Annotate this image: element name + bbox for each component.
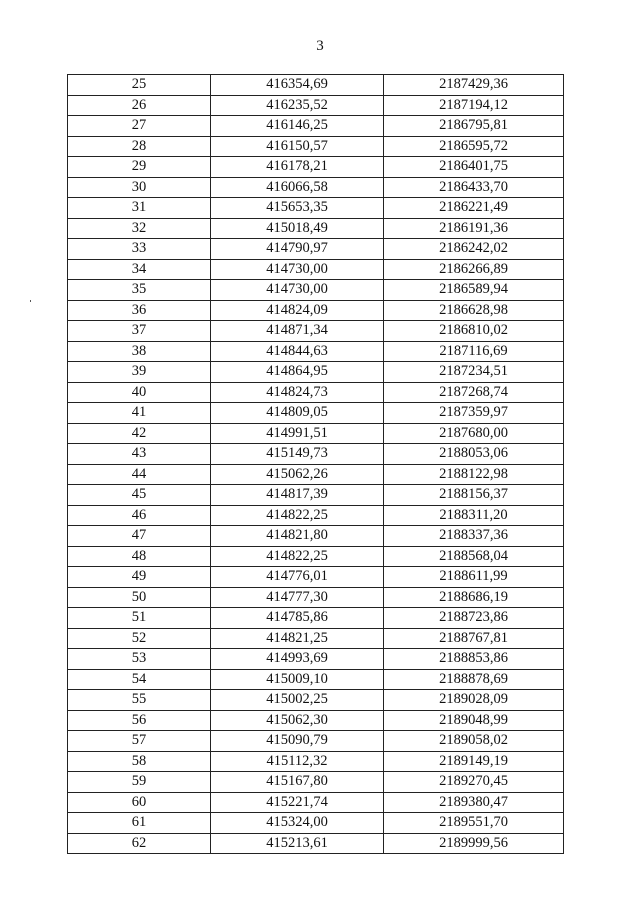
table-row <box>68 280 564 301</box>
y-coordinate-cell: 2186433,70 <box>384 177 564 198</box>
y-coordinate-cell: 2188853,86 <box>384 649 564 670</box>
point-number-cell: 30 <box>68 177 211 198</box>
table-row <box>68 341 564 362</box>
x-coordinate-cell: 414730,00 <box>211 259 384 280</box>
x-coordinate-cell: 414821,25 <box>211 628 384 649</box>
point-number-cell: 37 <box>68 321 211 342</box>
y-coordinate-cell: 2188611,99 <box>384 567 564 588</box>
y-coordinate-cell: 2188122,98 <box>384 464 564 485</box>
x-coordinate-cell: 415324,00 <box>211 813 384 834</box>
x-coordinate-cell: 414777,30 <box>211 587 384 608</box>
y-coordinate-cell: 2187194,12 <box>384 95 564 116</box>
y-coordinate-cell: 2186589,94 <box>384 280 564 301</box>
x-coordinate-cell: 416150,57 <box>211 136 384 157</box>
point-number-cell: 60 <box>68 792 211 813</box>
y-coordinate-cell: 2189270,45 <box>384 772 564 793</box>
y-coordinate-cell: 2186795,81 <box>384 116 564 137</box>
x-coordinate-cell: 415062,26 <box>211 464 384 485</box>
point-number-cell: 39 <box>68 362 211 383</box>
x-coordinate-cell: 415009,10 <box>211 669 384 690</box>
table-row <box>68 177 564 198</box>
x-coordinate-cell: 414824,09 <box>211 300 384 321</box>
y-coordinate-cell: 2186595,72 <box>384 136 564 157</box>
x-coordinate-cell: 414871,34 <box>211 321 384 342</box>
table-row <box>68 792 564 813</box>
table-row <box>68 382 564 403</box>
point-number-cell: 58 <box>68 751 211 772</box>
point-number-cell: 48 <box>68 546 211 567</box>
point-number-cell: 41 <box>68 403 211 424</box>
x-coordinate-cell: 414809,05 <box>211 403 384 424</box>
point-number-cell: 45 <box>68 485 211 506</box>
table-row <box>68 423 564 444</box>
table-row <box>68 710 564 731</box>
y-coordinate-cell: 2188878,69 <box>384 669 564 690</box>
y-coordinate-cell: 2187359,97 <box>384 403 564 424</box>
table-row <box>68 485 564 506</box>
point-number-cell: 49 <box>68 567 211 588</box>
table-row <box>68 116 564 137</box>
y-coordinate-cell: 2186810,02 <box>384 321 564 342</box>
point-number-cell: 25 <box>68 75 211 96</box>
point-number-cell: 50 <box>68 587 211 608</box>
table-row <box>68 505 564 526</box>
point-number-cell: 54 <box>68 669 211 690</box>
point-number-cell: 62 <box>68 833 211 854</box>
y-coordinate-cell: 2187429,36 <box>384 75 564 96</box>
point-number-cell: 43 <box>68 444 211 465</box>
point-number-cell: 38 <box>68 341 211 362</box>
x-coordinate-cell: 416146,25 <box>211 116 384 137</box>
table-row <box>68 731 564 752</box>
table-row <box>68 300 564 321</box>
point-number-cell: 27 <box>68 116 211 137</box>
point-number-cell: 31 <box>68 198 211 219</box>
x-coordinate-cell: 416178,21 <box>211 157 384 178</box>
table-row <box>68 567 564 588</box>
x-coordinate-cell: 415062,30 <box>211 710 384 731</box>
y-coordinate-cell: 2186191,36 <box>384 218 564 239</box>
y-coordinate-cell: 2186401,75 <box>384 157 564 178</box>
point-number-cell: 44 <box>68 464 211 485</box>
margin-mark <box>30 300 31 302</box>
point-number-cell: 32 <box>68 218 211 239</box>
x-coordinate-cell: 414785,86 <box>211 608 384 629</box>
y-coordinate-cell: 2189048,99 <box>384 710 564 731</box>
x-coordinate-cell: 415167,80 <box>211 772 384 793</box>
y-coordinate-cell: 2187234,51 <box>384 362 564 383</box>
y-coordinate-cell: 2187680,00 <box>384 423 564 444</box>
point-number-cell: 46 <box>68 505 211 526</box>
table-row <box>68 772 564 793</box>
x-coordinate-cell: 414817,39 <box>211 485 384 506</box>
point-number-cell: 42 <box>68 423 211 444</box>
table-row <box>68 259 564 280</box>
x-coordinate-cell: 414730,00 <box>211 280 384 301</box>
table-row <box>68 669 564 690</box>
x-coordinate-cell: 415221,74 <box>211 792 384 813</box>
point-number-cell: 56 <box>68 710 211 731</box>
table-row <box>68 813 564 834</box>
y-coordinate-cell: 2188156,37 <box>384 485 564 506</box>
table-row <box>68 95 564 116</box>
point-number-cell: 55 <box>68 690 211 711</box>
y-coordinate-cell: 2189380,47 <box>384 792 564 813</box>
y-coordinate-cell: 2186266,89 <box>384 259 564 280</box>
x-coordinate-cell: 415213,61 <box>211 833 384 854</box>
y-coordinate-cell: 2187116,69 <box>384 341 564 362</box>
x-coordinate-cell: 416235,52 <box>211 95 384 116</box>
table-row <box>68 321 564 342</box>
y-coordinate-cell: 2188311,20 <box>384 505 564 526</box>
table-row <box>68 75 564 96</box>
table-row <box>68 198 564 219</box>
table-row <box>68 362 564 383</box>
x-coordinate-cell: 414993,69 <box>211 649 384 670</box>
x-coordinate-cell: 415653,35 <box>211 198 384 219</box>
y-coordinate-cell: 2189028,09 <box>384 690 564 711</box>
y-coordinate-cell: 2186628,98 <box>384 300 564 321</box>
x-coordinate-cell: 414821,80 <box>211 526 384 547</box>
table-row <box>68 608 564 629</box>
point-number-cell: 26 <box>68 95 211 116</box>
y-coordinate-cell: 2186242,02 <box>384 239 564 260</box>
x-coordinate-cell: 414844,63 <box>211 341 384 362</box>
point-number-cell: 52 <box>68 628 211 649</box>
x-coordinate-cell: 415090,79 <box>211 731 384 752</box>
y-coordinate-cell: 2188723,86 <box>384 608 564 629</box>
y-coordinate-cell: 2188337,36 <box>384 526 564 547</box>
point-number-cell: 33 <box>68 239 211 260</box>
table-row <box>68 587 564 608</box>
y-coordinate-cell: 2187268,74 <box>384 382 564 403</box>
point-number-cell: 29 <box>68 157 211 178</box>
coordinates-table <box>67 74 564 854</box>
point-number-cell: 53 <box>68 649 211 670</box>
point-number-cell: 57 <box>68 731 211 752</box>
table-row <box>68 649 564 670</box>
x-coordinate-cell: 415018,49 <box>211 218 384 239</box>
x-coordinate-cell: 416066,58 <box>211 177 384 198</box>
y-coordinate-cell: 2189058,02 <box>384 731 564 752</box>
y-coordinate-cell: 2188767,81 <box>384 628 564 649</box>
table-row <box>68 403 564 424</box>
point-number-cell: 40 <box>68 382 211 403</box>
y-coordinate-cell: 2189149,19 <box>384 751 564 772</box>
y-coordinate-cell: 2188568,04 <box>384 546 564 567</box>
x-coordinate-cell: 414824,73 <box>211 382 384 403</box>
x-coordinate-cell: 414991,51 <box>211 423 384 444</box>
point-number-cell: 61 <box>68 813 211 834</box>
y-coordinate-cell: 2188686,19 <box>384 587 564 608</box>
x-coordinate-cell: 414822,25 <box>211 546 384 567</box>
table-row <box>68 464 564 485</box>
point-number-cell: 28 <box>68 136 211 157</box>
table-row <box>68 136 564 157</box>
table-row <box>68 239 564 260</box>
coordinates-table-body <box>68 75 564 854</box>
point-number-cell: 35 <box>68 280 211 301</box>
table-row <box>68 690 564 711</box>
x-coordinate-cell: 414776,01 <box>211 567 384 588</box>
x-coordinate-cell: 414864,95 <box>211 362 384 383</box>
x-coordinate-cell: 415149,73 <box>211 444 384 465</box>
point-number-cell: 34 <box>68 259 211 280</box>
table-row <box>68 218 564 239</box>
point-number-cell: 36 <box>68 300 211 321</box>
page-number: 3 <box>316 38 324 54</box>
point-number-cell: 47 <box>68 526 211 547</box>
x-coordinate-cell: 414790,97 <box>211 239 384 260</box>
table-row <box>68 526 564 547</box>
table-row <box>68 157 564 178</box>
y-coordinate-cell: 2189999,56 <box>384 833 564 854</box>
x-coordinate-cell: 416354,69 <box>211 75 384 96</box>
table-row <box>68 546 564 567</box>
table-row <box>68 833 564 854</box>
x-coordinate-cell: 415002,25 <box>211 690 384 711</box>
y-coordinate-cell: 2188053,06 <box>384 444 564 465</box>
point-number-cell: 59 <box>68 772 211 793</box>
table-row <box>68 628 564 649</box>
table-row <box>68 751 564 772</box>
x-coordinate-cell: 415112,32 <box>211 751 384 772</box>
y-coordinate-cell: 2189551,70 <box>384 813 564 834</box>
table-row <box>68 444 564 465</box>
point-number-cell: 51 <box>68 608 211 629</box>
x-coordinate-cell: 414822,25 <box>211 505 384 526</box>
y-coordinate-cell: 2186221,49 <box>384 198 564 219</box>
